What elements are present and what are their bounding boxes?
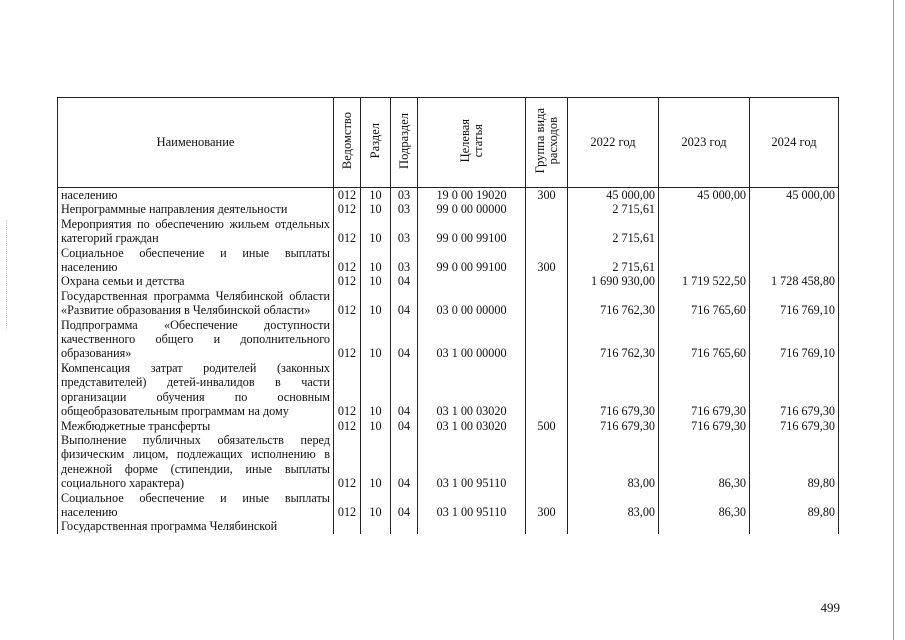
row-2024-cell bbox=[750, 202, 839, 216]
row-vid-rashodov-cell bbox=[526, 274, 568, 288]
row-name-cell: Непрограммные направления деятельности bbox=[58, 202, 334, 216]
row-vedomstvo-cell: 012 bbox=[334, 433, 361, 491]
row-podrazdel-cell: 03 bbox=[391, 202, 418, 216]
row-razdel-cell: 10 bbox=[361, 246, 391, 275]
table-row bbox=[58, 318, 839, 361]
row-podrazdel-cell: 04 bbox=[391, 433, 418, 491]
row-name-cell: Социальное обеспечение и иные выплаты населению bbox=[58, 491, 334, 520]
row-razdel-cell: 10 bbox=[361, 318, 391, 361]
row-podrazdel-cell: 04 bbox=[391, 419, 418, 433]
table-row bbox=[58, 289, 839, 318]
row-name-cell: Государственная программа Челябинской области «Развитие образования в Челябинской области» bbox=[58, 289, 334, 318]
row-2022-cell: 2 715,61 bbox=[568, 202, 659, 216]
table-row bbox=[58, 433, 839, 491]
page-number: 499 bbox=[820, 600, 840, 615]
row-2024-cell: 716 769,10 bbox=[750, 289, 839, 318]
row-razdel-cell: 10 bbox=[361, 188, 391, 203]
row-2023-cell bbox=[659, 217, 750, 246]
row-podrazdel-cell bbox=[391, 519, 418, 533]
row-vedomstvo-cell: 012 bbox=[334, 274, 361, 288]
row-2024-cell: 89,80 bbox=[750, 491, 839, 520]
row-name-cell: населению bbox=[58, 188, 334, 203]
row-2022-cell: 2 715,61 bbox=[568, 246, 659, 275]
row-2024-cell: 716 679,30 bbox=[750, 361, 839, 419]
row-celevaya-statya-cell: 03 1 00 03020 bbox=[418, 419, 526, 433]
row-2022-cell: 83,00 bbox=[568, 433, 659, 491]
header-celevaya-statya: Целевая статья bbox=[418, 98, 526, 188]
row-razdel-cell: 10 bbox=[361, 217, 391, 246]
row-2023-cell: 716 765,60 bbox=[659, 318, 750, 361]
table-row bbox=[58, 188, 839, 203]
row-podrazdel-cell: 04 bbox=[391, 289, 418, 318]
row-2023-cell: 716 765,60 bbox=[659, 289, 750, 318]
row-vid-rashodov-cell bbox=[526, 361, 568, 419]
row-razdel-cell: 10 bbox=[361, 202, 391, 216]
row-2024-cell: 1 728 458,80 bbox=[750, 274, 839, 288]
row-2023-cell: 86,30 bbox=[659, 491, 750, 520]
row-vedomstvo-cell: 012 bbox=[334, 318, 361, 361]
row-2022-cell: 716 762,30 bbox=[568, 318, 659, 361]
row-celevaya-statya-cell: 03 0 00 00000 bbox=[418, 289, 526, 318]
row-2024-cell bbox=[750, 217, 839, 246]
header-name: Наименование bbox=[58, 98, 334, 188]
row-2022-cell: 1 690 930,00 bbox=[568, 274, 659, 288]
row-vedomstvo-cell: 012 bbox=[334, 246, 361, 275]
row-2024-cell bbox=[750, 246, 839, 275]
row-name-cell: Социальное обеспечение и иные выплаты населению bbox=[58, 246, 334, 275]
row-vedomstvo-cell: 012 bbox=[334, 361, 361, 419]
row-2023-cell bbox=[659, 246, 750, 275]
row-vedomstvo-cell: 012 bbox=[334, 202, 361, 216]
header-podrazdel: Подраздел bbox=[391, 98, 418, 188]
row-2022-cell: 716 762,30 bbox=[568, 289, 659, 318]
row-vedomstvo-cell: 012 bbox=[334, 491, 361, 520]
row-razdel-cell: 10 bbox=[361, 274, 391, 288]
row-celevaya-statya-cell: 03 1 00 00000 bbox=[418, 318, 526, 361]
row-razdel-cell: 10 bbox=[361, 361, 391, 419]
row-celevaya-statya-cell: 03 1 00 95110 bbox=[418, 491, 526, 520]
row-celevaya-statya-cell: 99 0 00 00000 bbox=[418, 202, 526, 216]
header-2024: 2024 год bbox=[750, 98, 839, 188]
row-name-cell: Охрана семьи и детства bbox=[58, 274, 334, 288]
header-gruppa-vida-rashodov: Группа вида расходов bbox=[526, 98, 568, 188]
row-celevaya-statya-cell bbox=[418, 519, 526, 533]
row-podrazdel-cell: 03 bbox=[391, 188, 418, 203]
table-body bbox=[58, 188, 839, 534]
table-row bbox=[58, 202, 839, 216]
row-name-cell: Межбюджетные трансферты bbox=[58, 419, 334, 433]
table-row bbox=[58, 491, 839, 520]
row-vedomstvo-cell bbox=[334, 519, 361, 533]
row-vid-rashodov-cell: 300 bbox=[526, 491, 568, 520]
row-celevaya-statya-cell: 03 1 00 95110 bbox=[418, 433, 526, 491]
table-row bbox=[58, 217, 839, 246]
row-2023-cell bbox=[659, 202, 750, 216]
row-vedomstvo-cell: 012 bbox=[334, 217, 361, 246]
row-name-cell: Компенсация затрат родителей (законных представителей) детей-инвалидов в части организации обучения по основным общеобразовательным программам на дому bbox=[58, 361, 334, 419]
table-row bbox=[58, 519, 839, 533]
row-2023-cell: 716 679,30 bbox=[659, 361, 750, 419]
row-razdel-cell: 10 bbox=[361, 433, 391, 491]
row-celevaya-statya-cell: 99 0 00 99100 bbox=[418, 246, 526, 275]
header-2023: 2023 год bbox=[659, 98, 750, 188]
budget-table bbox=[57, 97, 839, 534]
scan-artifact bbox=[6, 220, 9, 330]
row-2022-cell bbox=[568, 519, 659, 533]
row-podrazdel-cell: 04 bbox=[391, 491, 418, 520]
row-name-cell: Мероприятия по обеспечению жильем отдельных категорий граждан bbox=[58, 217, 334, 246]
table-row bbox=[58, 246, 839, 275]
row-vid-rashodov-cell: 300 bbox=[526, 246, 568, 275]
row-2022-cell: 45 000,00 bbox=[568, 188, 659, 203]
row-vid-rashodov-cell: 500 bbox=[526, 419, 568, 433]
table-row bbox=[58, 274, 839, 288]
row-celevaya-statya-cell: 99 0 00 99100 bbox=[418, 217, 526, 246]
header-2022: 2022 год bbox=[568, 98, 659, 188]
row-razdel-cell: 10 bbox=[361, 289, 391, 318]
row-vid-rashodov-cell bbox=[526, 433, 568, 491]
row-podrazdel-cell: 03 bbox=[391, 246, 418, 275]
row-2024-cell: 716 769,10 bbox=[750, 318, 839, 361]
row-celevaya-statya-cell: 03 1 00 03020 bbox=[418, 361, 526, 419]
row-name-cell: Государственная программа Челябинской bbox=[58, 519, 334, 533]
row-razdel-cell: 10 bbox=[361, 491, 391, 520]
row-razdel-cell bbox=[361, 519, 391, 533]
table-row bbox=[58, 419, 839, 433]
row-vedomstvo-cell: 012 bbox=[334, 289, 361, 318]
row-name-cell: Выполнение публичных обязательств перед физическим лицом, подлежащих исполнению в денежной форме (стипендии, иные выплаты социального характера) bbox=[58, 433, 334, 491]
row-2024-cell bbox=[750, 519, 839, 533]
row-celevaya-statya-cell: 19 0 00 19020 bbox=[418, 188, 526, 203]
table-row bbox=[58, 361, 839, 419]
row-vid-rashodov-cell bbox=[526, 289, 568, 318]
row-2022-cell: 716 679,30 bbox=[568, 361, 659, 419]
row-podrazdel-cell: 04 bbox=[391, 318, 418, 361]
row-2022-cell: 83,00 bbox=[568, 491, 659, 520]
row-vid-rashodov-cell bbox=[526, 217, 568, 246]
row-podrazdel-cell: 03 bbox=[391, 217, 418, 246]
header-razdel: Раздел bbox=[361, 98, 391, 188]
row-razdel-cell: 10 bbox=[361, 419, 391, 433]
row-vid-rashodov-cell bbox=[526, 318, 568, 361]
row-vid-rashodov-cell bbox=[526, 202, 568, 216]
header-vedomstvo: Ведомство bbox=[334, 98, 361, 188]
row-2022-cell: 716 679,30 bbox=[568, 419, 659, 433]
row-2022-cell: 2 715,61 bbox=[568, 217, 659, 246]
scan-margin-line bbox=[893, 0, 894, 640]
row-vedomstvo-cell: 012 bbox=[334, 188, 361, 203]
row-vedomstvo-cell: 012 bbox=[334, 419, 361, 433]
row-2023-cell: 45 000,00 bbox=[659, 188, 750, 203]
row-vid-rashodov-cell bbox=[526, 519, 568, 533]
row-2024-cell: 716 679,30 bbox=[750, 419, 839, 433]
row-podrazdel-cell: 04 bbox=[391, 274, 418, 288]
row-2023-cell bbox=[659, 519, 750, 533]
row-vid-rashodov-cell: 300 bbox=[526, 188, 568, 203]
row-2024-cell: 45 000,00 bbox=[750, 188, 839, 203]
row-2023-cell: 86,30 bbox=[659, 433, 750, 491]
table-header bbox=[58, 98, 839, 188]
row-2023-cell: 716 679,30 bbox=[659, 419, 750, 433]
row-2023-cell: 1 719 522,50 bbox=[659, 274, 750, 288]
row-podrazdel-cell: 04 bbox=[391, 361, 418, 419]
row-celevaya-statya-cell bbox=[418, 274, 526, 288]
row-name-cell: Подпрограмма «Обеспечение доступности качественного общего и дополнительного образования» bbox=[58, 318, 334, 361]
row-2024-cell: 89,80 bbox=[750, 433, 839, 491]
